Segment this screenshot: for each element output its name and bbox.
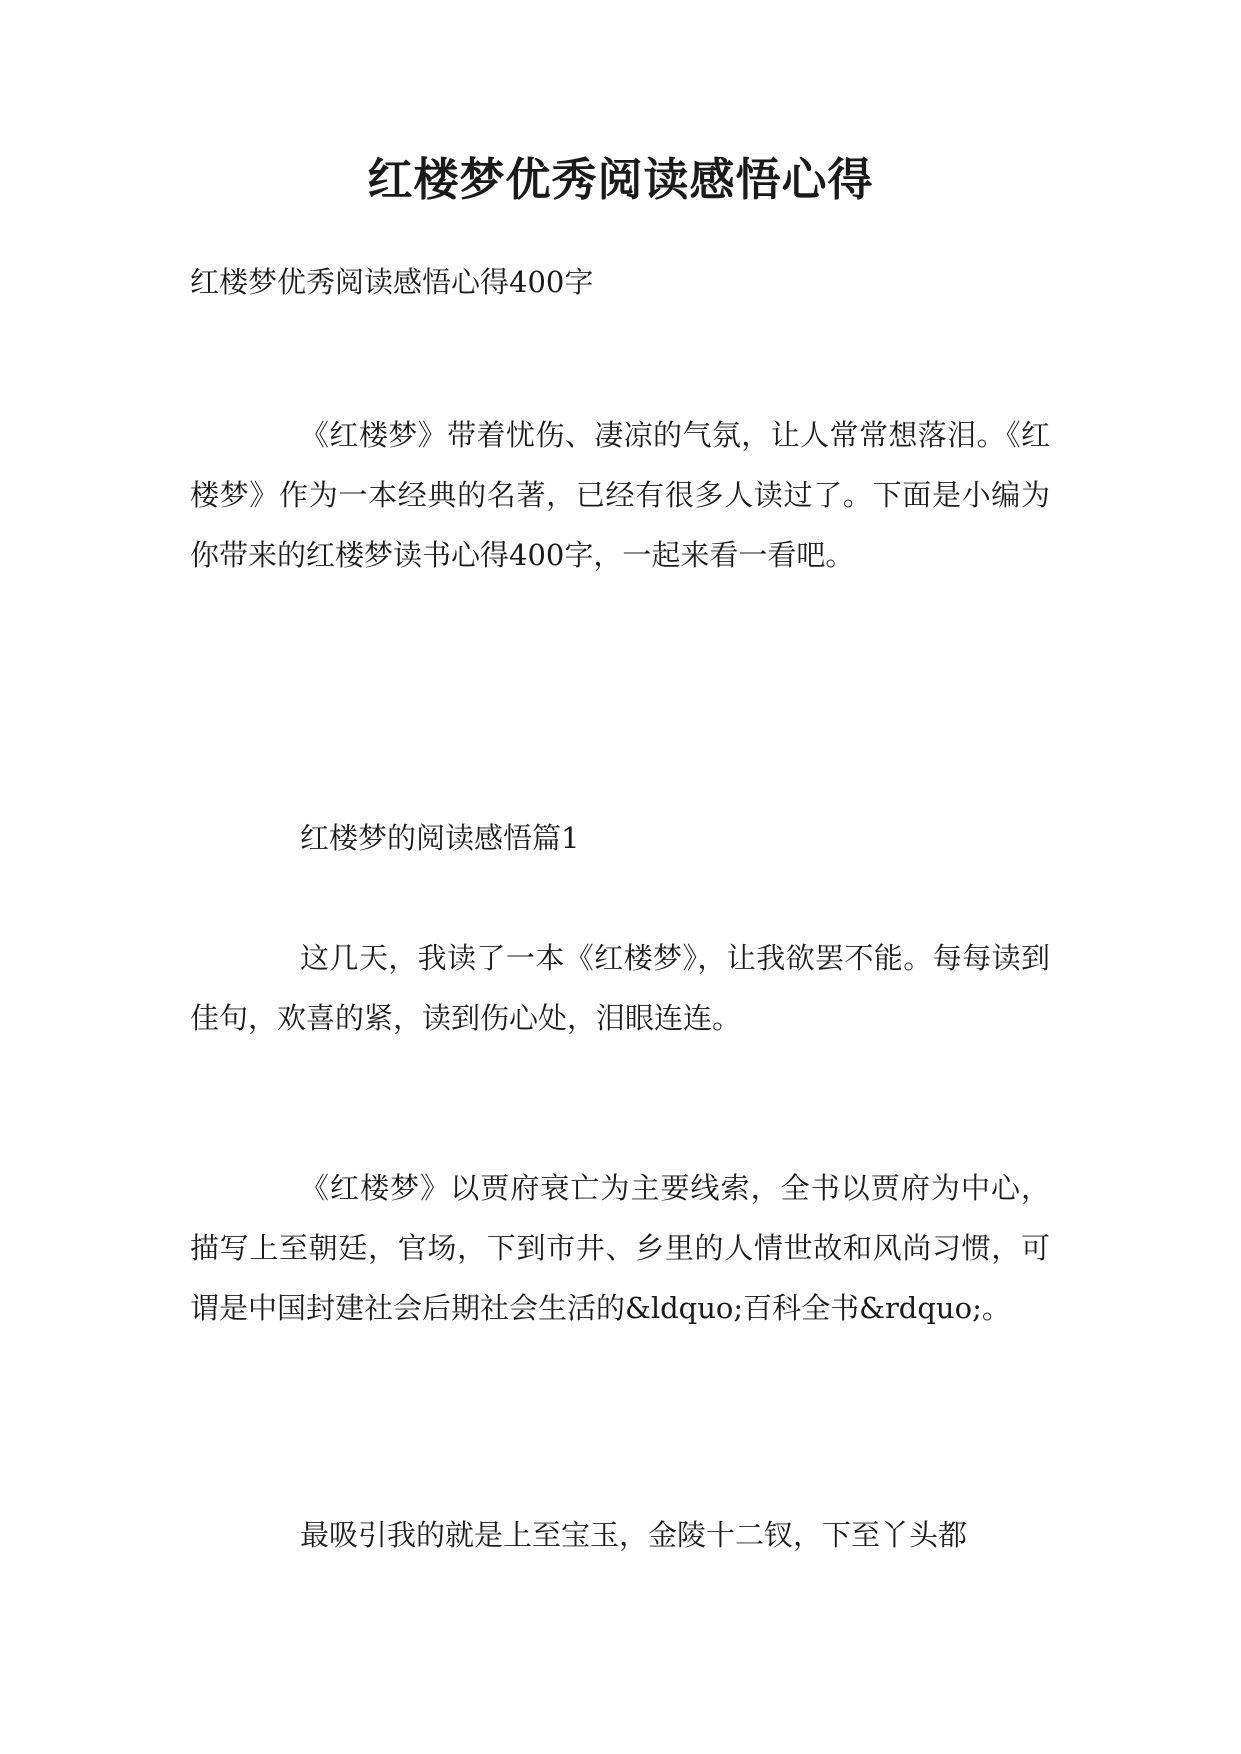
document-subtitle: 红楼梦优秀阅读感悟心得400字 [190, 265, 594, 299]
document-title: 红楼梦优秀阅读感悟心得 [367, 153, 874, 206]
section-heading: 红楼梦的阅读感悟篇1 [300, 821, 580, 855]
body-paragraph: 这几天，我读了一本《红楼梦》，让我欲罢不能。每每读到佳句，欢喜的紧，读到伤心处，泪眼连连。 [190, 941, 1050, 1035]
body-paragraph: 最吸引我的就是上至宝玉，金陵十二钗，下至丫头都 [300, 1518, 968, 1552]
intro-paragraph: 《红楼梦》带着忧伤、凄凉的气氛，让人常常想落泪。《红楼梦》作为一本经典的名著，已经有很多人读过了。下面是小编为你带来的红楼梦读书心得400字，一起来看一看吧。 [190, 418, 1050, 572]
body-paragraph: 《红楼梦》以贾府衰亡为主要线索，全书以贾府为中心，描写上至朝廷，官场，下到市井、乡里的人情世故和风尚习惯，可谓是中国封建社会后期社会生活的&ldquo;百科全书&rdquo;。 [190, 1171, 1050, 1325]
